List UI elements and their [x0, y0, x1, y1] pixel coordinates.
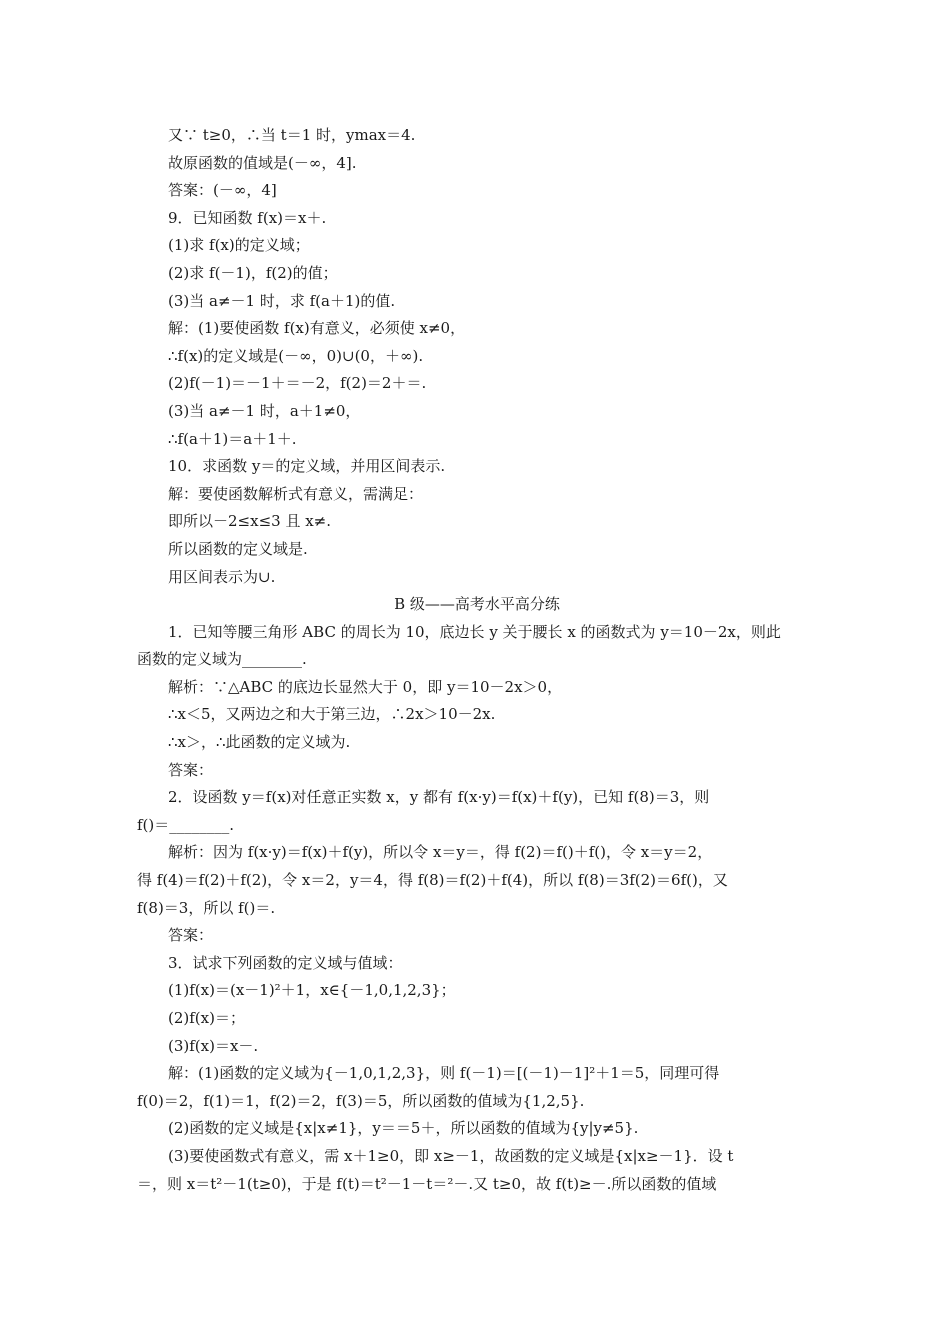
text-line: ＝，则 x＝t²－1(t≥0)，于是 f(t)＝t²－1－t＝²－.又 t≥0，故 f(t)≥－.所以函数的值域	[137, 1174, 717, 1193]
text-line: ∴x＞，∴此函数的定义域为.	[168, 733, 351, 752]
text-line: 解析：因为 f(x·y)＝f(x)＋f(y)，所以令 x＝y＝，得 f(2)＝f()＋f()，令 x＝y＝2，	[168, 843, 713, 862]
text-line: 答案：	[168, 926, 214, 945]
question-b2: 2．设函数 y＝f(x)对任意正实数 x，y 都有 f(x·y)＝f(x)＋f(y)，已知 f(8)＝3，则	[168, 788, 710, 807]
question-10: 10．求函数 y＝的定义域，并用区间表示.	[168, 457, 446, 476]
text-line: 解：(1)要使函数 f(x)有意义，必须使 x≠0，	[168, 319, 466, 338]
text-line: 解析：∵△ABC 的底边长显然大于 0，即 y＝10－2x＞0，	[168, 677, 563, 696]
document-body	[137, 122, 817, 1198]
text-line: 又∵ t≥0，∴当 t＝1 时，ymax＝4.	[168, 126, 416, 144]
text-line: (2)函数的定义域是{x|x≠1}，y＝＝5＋，所以函数的值域为{y|y≠5}.	[168, 1119, 639, 1138]
text-line: 用区间表示为∪.	[168, 567, 276, 586]
text-line: (3)f(x)＝x－.	[168, 1036, 259, 1055]
section-heading: B 级——高考水平高分练	[394, 595, 560, 614]
text-line: (3)当 a≠－1 时，a＋1≠0，	[168, 401, 361, 420]
question-9: 9．已知函数 f(x)＝x＋.	[168, 208, 327, 227]
text-line: (2)f(－1)＝－1＋＝－2，f(2)＝2＋＝.	[168, 374, 427, 393]
text-line: ∴f(a＋1)＝a＋1＋.	[168, 429, 297, 448]
question-b1: 1．已知等腰三角形 ABC 的周长为 10，底边长 y 关于腰长 x 的函数式为 y＝10－2x，则此	[168, 622, 781, 641]
text-line: ∴x＜5，又两边之和大于第三边，∴2x＞10－2x.	[168, 705, 496, 724]
text-line: (2)f(x)＝；	[168, 1009, 245, 1027]
text-line: f(8)＝3，所以 f()＝.	[137, 898, 276, 917]
text-line: (3)要使函数式有意义，需 x＋1≥0，即 x≥－1，故函数的定义域是{x|x≥－1}．设 t	[168, 1146, 734, 1165]
text-line: 答案：(－∞，4]	[168, 181, 277, 200]
text-line: 所以函数的定义域是.	[168, 539, 308, 558]
text-line: 函数的定义域为________.	[137, 650, 307, 669]
text-line: 解：要使函数解析式有意义，需满足：	[168, 484, 424, 503]
text-line: f()＝________.	[137, 815, 235, 834]
text-line: (3)当 a≠－1 时，求 f(a＋1)的值.	[168, 291, 396, 310]
text-line: (1)求 f(x)的定义域；	[168, 236, 310, 255]
text-line: (2)求 f(－1)，f(2)的值；	[168, 263, 338, 282]
text-line: ∴f(x)的定义域是(－∞，0)∪(0，＋∞).	[168, 346, 424, 365]
text-line: 即所以－2≤x≤3 且 x≠.	[168, 512, 332, 531]
text-line: 故原函数的值域是(－∞，4].	[168, 153, 357, 172]
text-line: 答案：	[168, 760, 214, 779]
text-line: 解：(1)函数的定义域为{－1,0,1,2,3}，则 f(－1)＝[(－1)－1]²＋1＝5，同理可得	[168, 1064, 720, 1083]
text-line: (1)f(x)＝(x－1)²＋1，x∈{－1,0,1,2,3}；	[168, 981, 456, 1000]
question-b3: 3．试求下列函数的定义域与值域：	[168, 953, 403, 972]
text-line: 得 f(4)＝f(2)＋f(2)，令 x＝2，y＝4，得 f(8)＝f(2)＋f(4)，所以 f(8)＝3f(2)＝6f()，又	[137, 871, 728, 890]
text-line: f(0)＝2，f(1)＝1，f(2)＝2，f(3)＝5，所以函数的值域为{1,2,5}.	[137, 1091, 585, 1110]
